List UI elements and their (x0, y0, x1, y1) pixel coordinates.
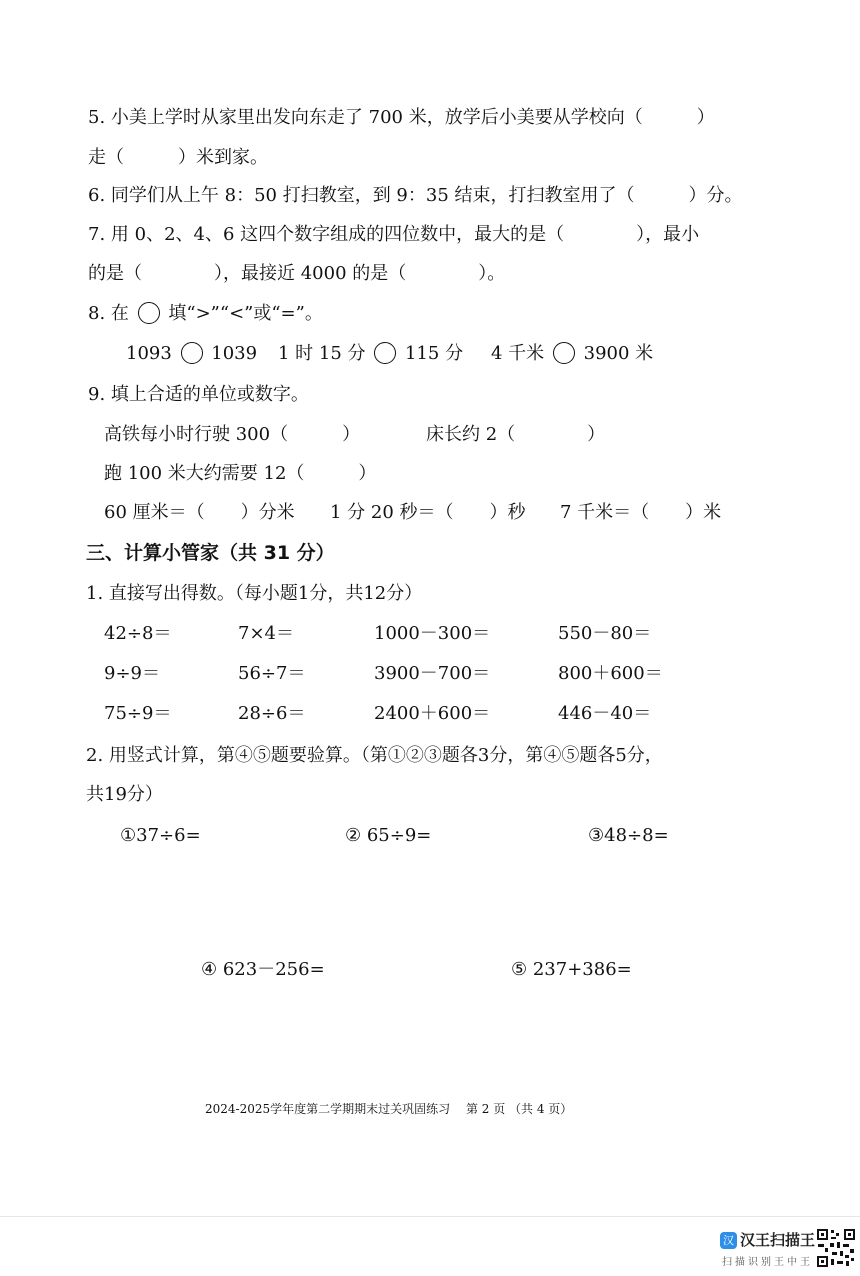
q8-instruction (88, 302, 323, 326)
vertical-calc-4: ④ 623－256= (201, 959, 325, 980)
q9-a: 高铁每小时行驶 300（ ） (104, 424, 361, 445)
compare-circle-icon (138, 302, 160, 324)
q9-d: 60 厘米＝（ ）分米 (104, 502, 295, 523)
brand-name: 汉王扫描王 (740, 1231, 816, 1249)
app-logo-icon: 汉 (720, 1232, 737, 1249)
q8-item-right: 1039 (211, 343, 258, 364)
q8-item-left: 1093 (126, 343, 172, 364)
oral-item: 550－80＝ (558, 623, 652, 644)
vertical-calc-5: ⑤ 237+386= (511, 959, 632, 980)
q9-c: 跑 100 米大约需要 12（ ） (104, 463, 377, 484)
q9-f: 7 千米＝（ ）米 (560, 502, 722, 523)
oral-item: 1000－300＝ (374, 623, 491, 644)
oral-item: 2400＋600＝ (374, 703, 491, 724)
part2-instruction-line2: 共19分） (86, 784, 163, 805)
q5-line1: 5. 小美上学时从家里出发向东走了 700 米，放学后小美要从学校向（ ） (88, 107, 715, 128)
answer-circle[interactable] (181, 342, 203, 364)
q8-prefix: 8. 在 (88, 303, 129, 324)
part1-instruction: 1. 直接写出得数。（每小题1分，共12分） (86, 583, 423, 604)
q7-line1: 7. 用 0、2、4、6 这四个数字组成的四位数中，最大的是（ ），最小 (88, 224, 700, 245)
vertical-calc-1: ①37÷6= (120, 825, 201, 846)
oral-item: 7×4＝ (238, 623, 294, 644)
q8-item-2 (278, 342, 463, 366)
section-title: 三、计算小管家（共 31 分） (86, 542, 335, 564)
q8-item-right: 115 分 (405, 343, 464, 364)
page-footer: 2024-2025学年度第二学期期末过关巩固练习 第 2 页 （共 4 页） (205, 1102, 573, 1116)
brand-slogan: 扫描识别王中王 (722, 1257, 813, 1268)
oral-item: 9÷9＝ (104, 663, 160, 684)
q5-line2: 走（ ）米到家。 (88, 147, 268, 168)
q7-line2: 的是（ ），最接近 4000 的是（ ）。 (88, 263, 506, 284)
oral-item: 75÷9＝ (104, 703, 172, 724)
answer-circle[interactable] (374, 342, 396, 364)
oral-item: 3900－700＝ (374, 663, 491, 684)
q8-item-right: 3900 米 (583, 343, 654, 364)
q9-b: 床长约 2（ ） (426, 424, 606, 445)
q9: 9. 填上合适的单位或数字。 (88, 384, 309, 405)
oral-item: 56÷7＝ (238, 663, 306, 684)
scanner-watermark (720, 1228, 860, 1276)
qr-code-icon (816, 1228, 856, 1268)
divider (0, 1216, 860, 1217)
q8-item-1 (126, 342, 257, 366)
q8-item-3 (491, 342, 653, 366)
oral-item: 42÷8＝ (104, 623, 172, 644)
oral-item: 446－40＝ (558, 703, 652, 724)
vertical-calc-2: ② 65÷9= (345, 825, 432, 846)
q8-item-left: 4 千米 (491, 343, 545, 364)
q9-e: 1 分 20 秒＝（ ）秒 (330, 502, 526, 523)
q8-suffix: 填“>”“<”或“=”。 (168, 303, 323, 324)
answer-circle[interactable] (553, 342, 575, 364)
q6: 6. 同学们从上午 8：50 打扫教室，到 9：35 结束，打扫教室用了（ ）分。 (88, 185, 743, 206)
q8-item-left: 1 时 15 分 (278, 343, 366, 364)
vertical-calc-3: ③48÷8= (588, 825, 669, 846)
oral-item: 28÷6＝ (238, 703, 306, 724)
part2-instruction-line1: 2. 用竖式计算，第④⑤题要验算。（第①②③题各3分，第④⑤题各5分， (86, 745, 663, 766)
oral-item: 800＋600＝ (558, 663, 663, 684)
